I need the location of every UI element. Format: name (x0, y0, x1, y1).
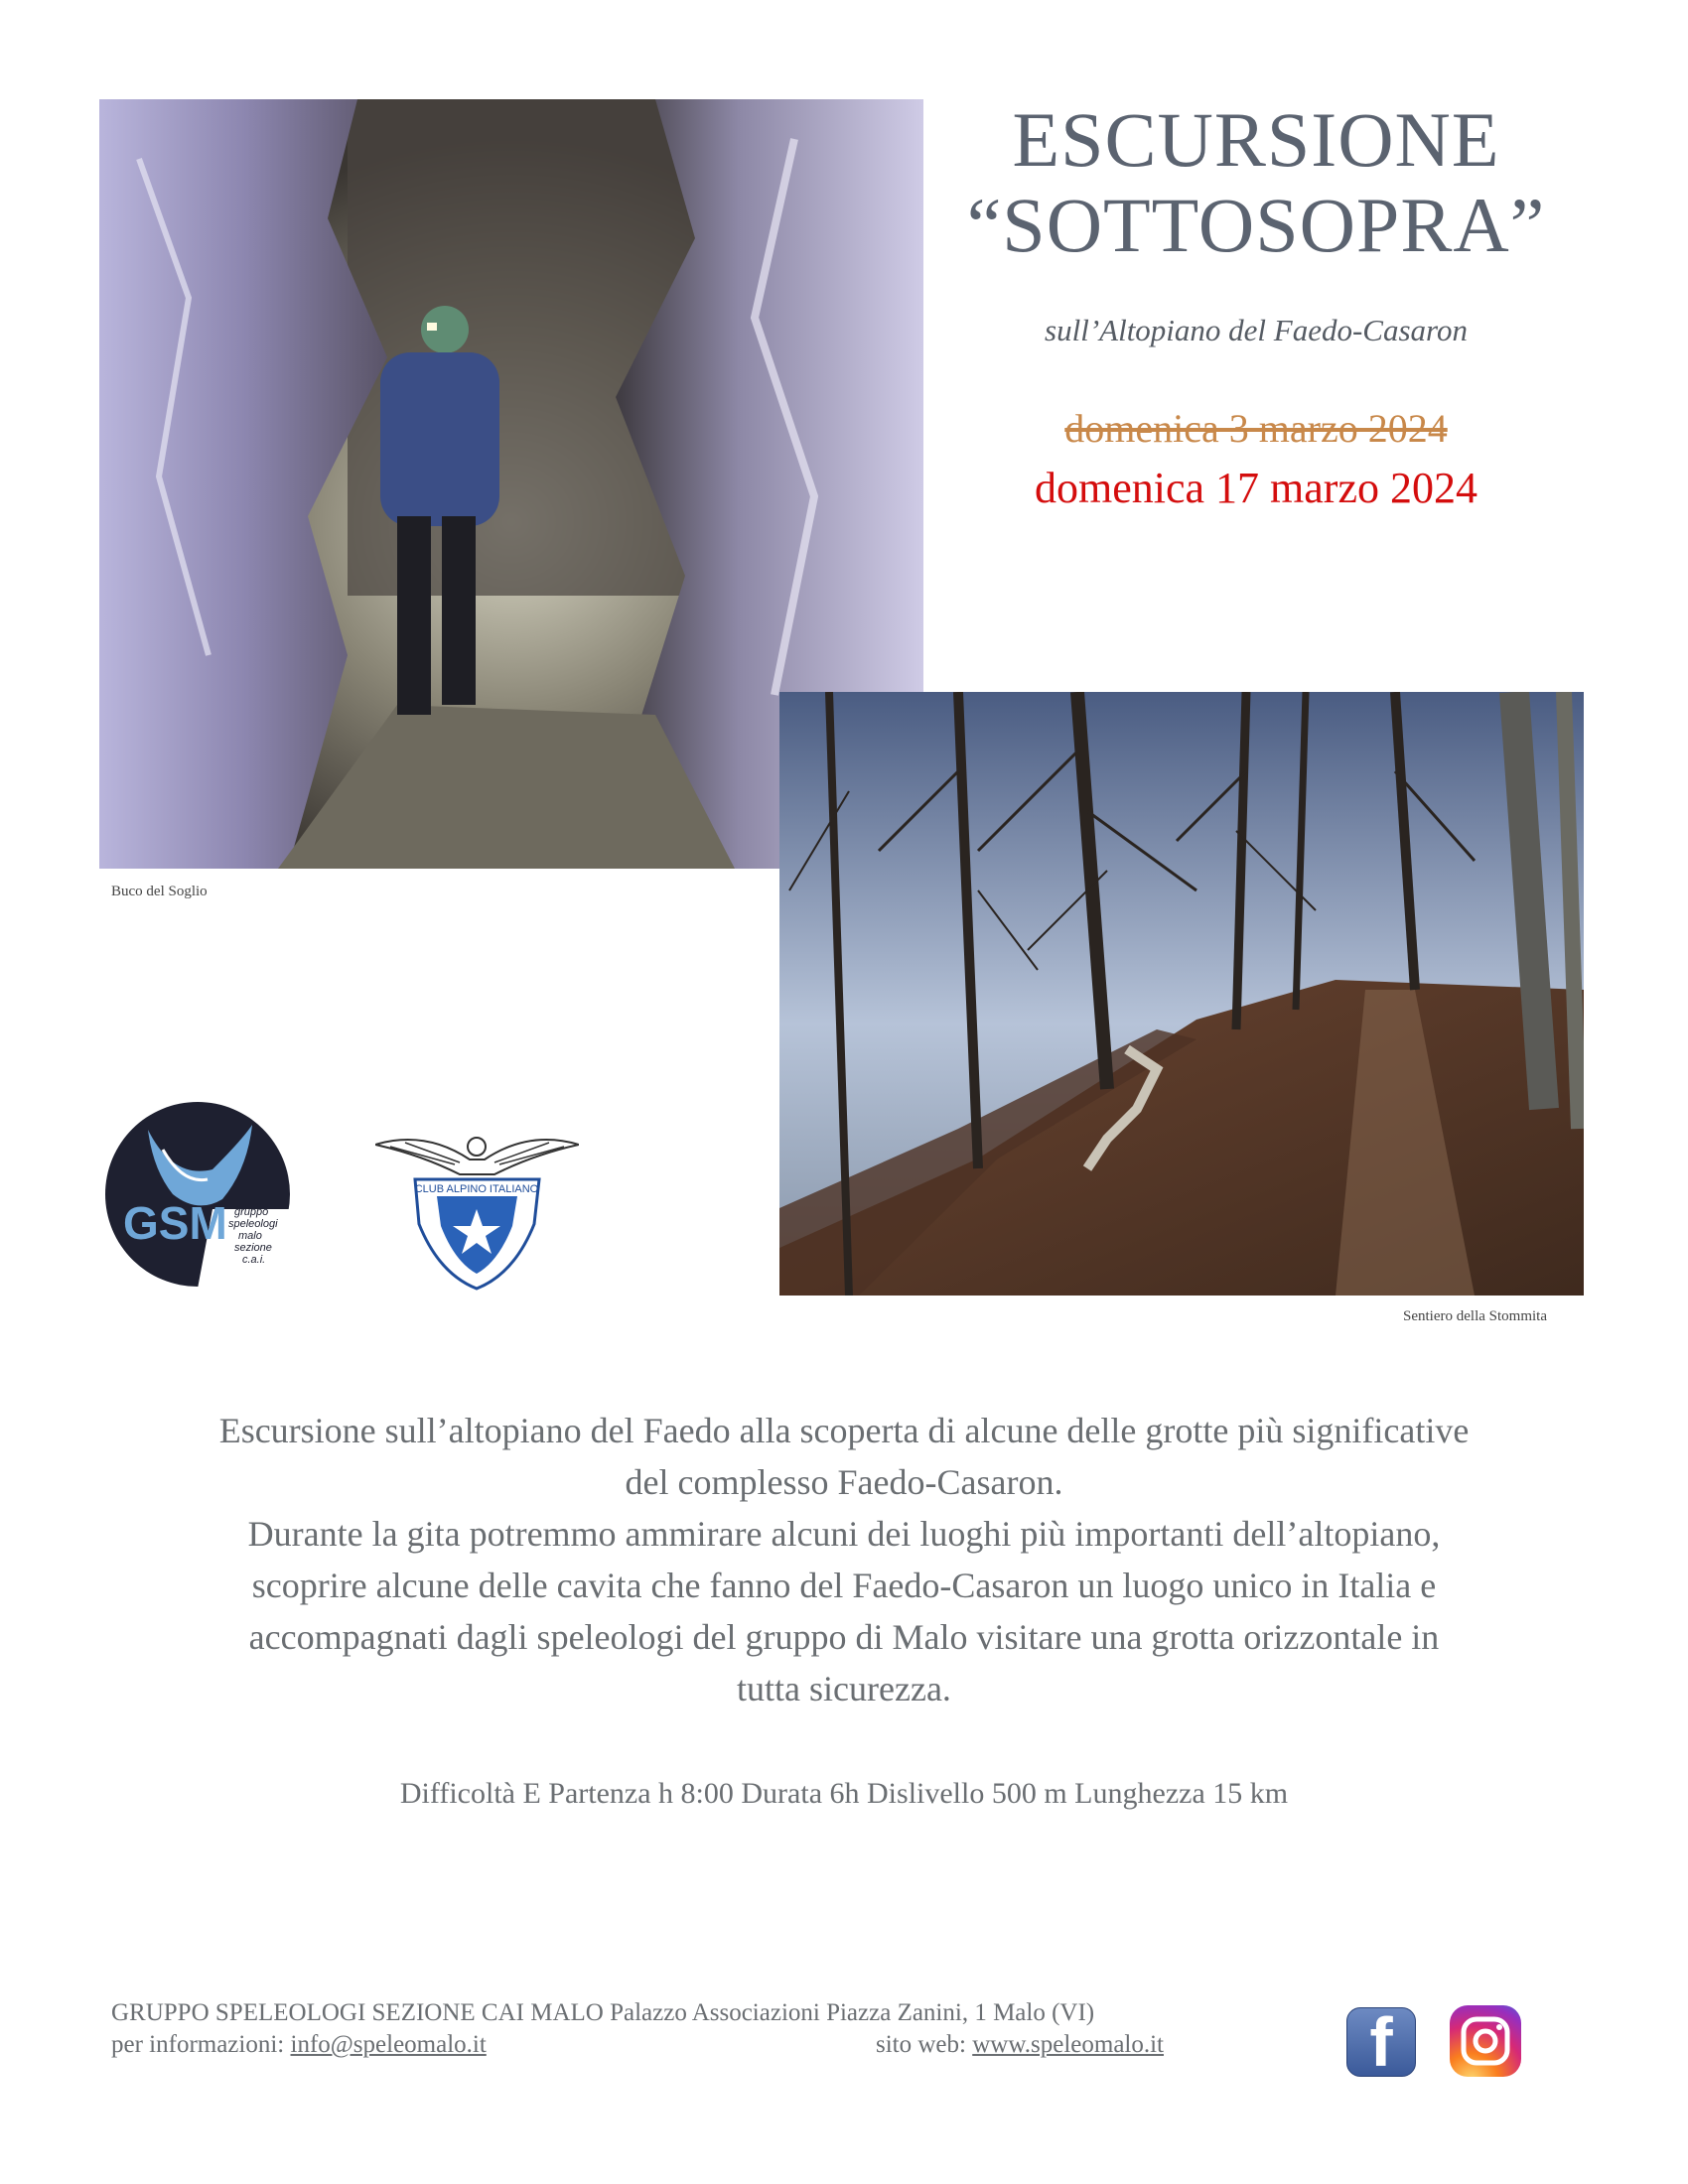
email-link[interactable]: info@speleomalo.it (290, 2031, 487, 2058)
description-line: Durante la gita potremmo ammirare alcuni dei luoghi più importanti dell’altopiano, (247, 1514, 1441, 1554)
title-line-2: “SOTTOSOPRA” (966, 182, 1546, 268)
gsm-line-3: malo (238, 1230, 262, 1242)
website-link[interactable]: www.speleomalo.it (972, 2031, 1165, 2058)
description-line: scoprire alcune delle cavita che fanno del Faedo-Casaron un luogo unico in Italia e (251, 1566, 1437, 1605)
site-label: sito web: (876, 2031, 973, 2058)
cancelled-date: domenica 3 marzo 2024 (1064, 406, 1448, 451)
gsm-line-2: speleologi (228, 1218, 278, 1230)
forest-trail-photo (779, 692, 1584, 1296)
page-title (923, 97, 1589, 268)
info-label: per informazioni: (111, 2031, 291, 2058)
event-date: domenica 17 marzo 2024 (1035, 464, 1477, 512)
trail-photo-caption: Sentiero della Stommita (1403, 1308, 1547, 1324)
footer (111, 1997, 1203, 2061)
cai-text: CLUB ALPINO ITALIANO (414, 1183, 539, 1195)
description-line: tutta sicurezza. (737, 1669, 951, 1708)
subtitle: sull’Altopiano del Faedo-Casaron (1045, 313, 1468, 347)
description-line: accompagnati dagli speleologi del gruppo di Malo visitare una grotta orizzontale in (248, 1617, 1440, 1657)
trip-details: Difficoltà E Partenza h 8:00 Durata 6h Dislivello 500 m Lunghezza 15 km (399, 1777, 1289, 1810)
cai-logo (375, 1125, 579, 1298)
description (99, 1405, 1589, 1714)
instagram-icon[interactable] (1450, 2005, 1521, 2077)
gsm-letters: GSM (123, 1197, 227, 1249)
description-line: del complesso Faedo-Casaron. (625, 1462, 1063, 1502)
gsm-line-4: sezione (234, 1242, 272, 1254)
cave-photo-caption: Buco del Soglio (111, 884, 208, 899)
gsm-line-5: c.a.i. (242, 1254, 266, 1266)
footer-address: GRUPPO SPELEOLOGI SEZIONE CAI MALO Palazzo Associazioni Piazza Zanini, 1 Malo (VI) (111, 1999, 1095, 2026)
gsm-line-1: gruppo (234, 1206, 269, 1218)
description-line: Escursione sull’altopiano del Faedo alla scoperta di alcune delle grotte più significative (218, 1411, 1470, 1450)
title-line-1: ESCURSIONE (1012, 96, 1500, 183)
facebook-icon[interactable]: f (1346, 2007, 1416, 2077)
gsm-logo (103, 1100, 292, 1289)
